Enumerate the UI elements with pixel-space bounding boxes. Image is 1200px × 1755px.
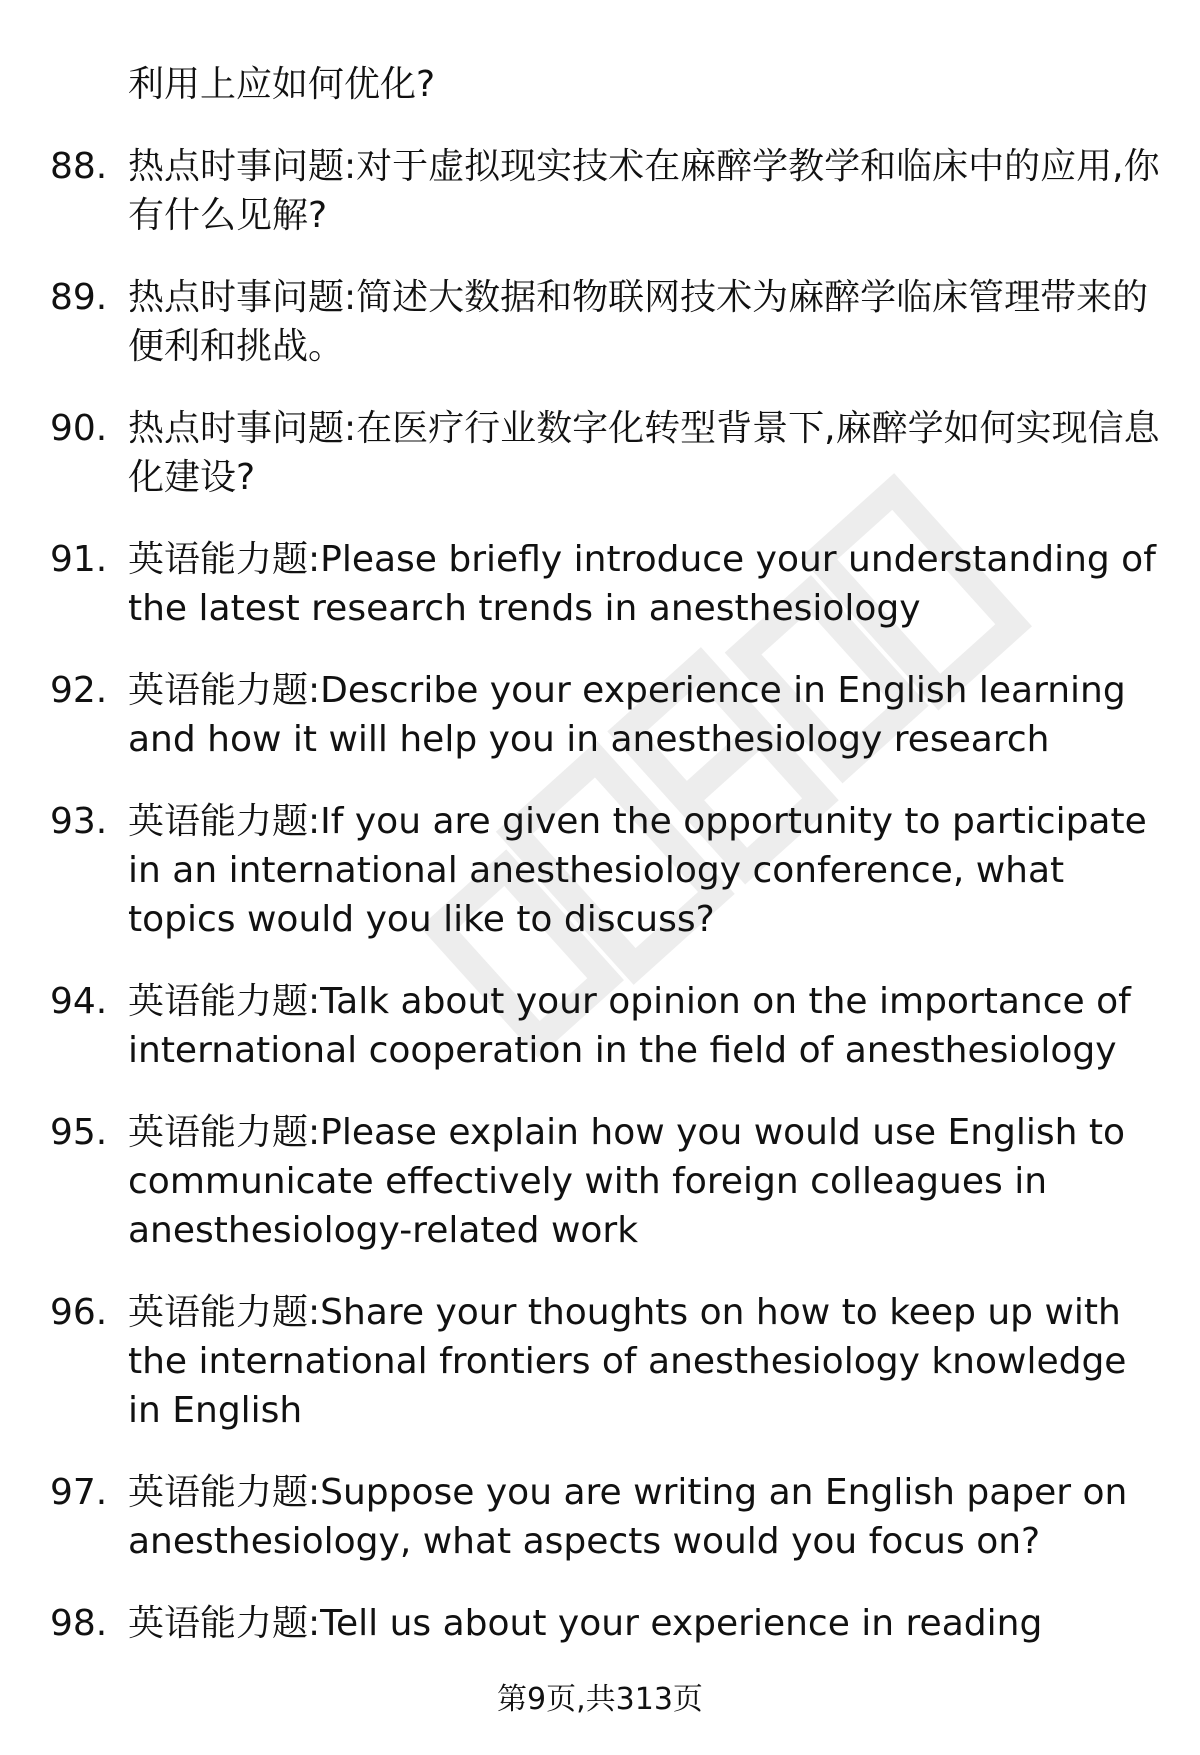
page-footer: 第9页,共313页	[497, 1682, 703, 1717]
question-item	[50, 1599, 1160, 1648]
question-number: 98.	[50, 1603, 108, 1644]
question-number: 88.	[50, 146, 108, 187]
question-text: 英语能力题:Please briefly introduce your understanding of the latest research trends in anesthesiology	[128, 539, 1156, 629]
question-text: 英语能力题:Suppose you are writing an English paper on anesthesiology, what aspects would you focus on?	[128, 1472, 1128, 1562]
question-number: 90.	[50, 408, 108, 449]
question-text: 英语能力题:Talk about your opinion on the importance of international cooperation in the field of anesthesiology	[128, 981, 1131, 1071]
question-item	[50, 273, 1160, 371]
question-text: 英语能力题:Please explain how you would use English to communicate effectively with foreign colleagues in anesthesiology-related work	[128, 1112, 1126, 1251]
question-item	[50, 1108, 1160, 1255]
question-text: 热点时事问题:在医疗行业数字化转型背景下,麻醉学如何实现信息化建设?	[128, 408, 1160, 498]
question-text: 热点时事问题:简述大数据和物联网技术为麻醉学临床管理带来的便利和挑战。	[128, 277, 1149, 367]
question-item	[50, 1468, 1160, 1566]
question-item	[50, 977, 1160, 1075]
question-item	[50, 142, 1160, 240]
question-text: 英语能力题:Tell us about your experience in reading	[128, 1603, 1043, 1644]
question-text: 英语能力题:Share your thoughts on how to keep up with the international frontiers of anesthesiology knowledge in English	[128, 1292, 1127, 1431]
question-number: 92.	[50, 670, 108, 711]
question-number: 96.	[50, 1292, 108, 1333]
question-item	[50, 1288, 1160, 1435]
question-number: 95.	[50, 1112, 108, 1153]
continuation-line: 利用上应如何优化?	[128, 64, 436, 105]
question-item	[50, 404, 1160, 502]
question-item	[50, 666, 1160, 764]
question-number: 91.	[50, 539, 108, 580]
question-item	[50, 535, 1160, 633]
question-number: 93.	[50, 801, 108, 842]
question-list	[50, 60, 1160, 1681]
question-number: 89.	[50, 277, 108, 318]
question-number: 97.	[50, 1472, 108, 1513]
question-number: 94.	[50, 981, 108, 1022]
question-text: 英语能力题:Describe your experience in English learning and how it will help you in anesthesiology research	[128, 670, 1126, 760]
question-text: 热点时事问题:对于虚拟现实技术在麻醉学教学和临床中的应用,你有什么见解?	[128, 146, 1160, 236]
question-item	[50, 797, 1160, 944]
question-text: 英语能力题:If you are given the opportunity to participate in an international anesthesiology conference, what topics would you like to discuss?	[128, 801, 1147, 940]
